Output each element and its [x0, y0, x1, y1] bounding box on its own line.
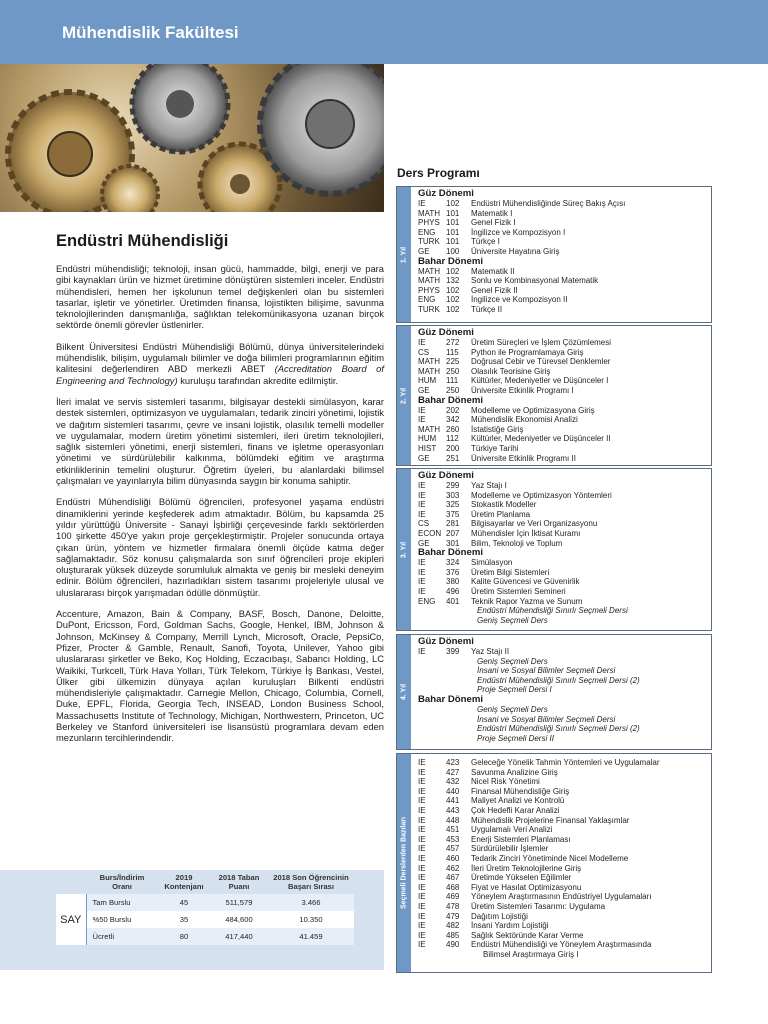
course-code: IE	[418, 415, 426, 425]
course-row	[418, 491, 707, 501]
gear-photo	[0, 64, 384, 212]
course-code: IE	[418, 921, 426, 931]
course-number: 251	[446, 453, 460, 463]
course-name: Üniversite Etkinlik Programı I	[471, 385, 574, 395]
year-content	[418, 471, 707, 625]
course-name: Kültürler, Medeniyetler ve Düşünceler I	[471, 376, 609, 386]
electives-box	[396, 753, 712, 973]
course-number: 468	[446, 882, 460, 892]
stats-row	[56, 911, 354, 928]
course-name: Finansal Mühendisliğe Giriş	[471, 786, 570, 796]
paragraph-intro: Endüstri mühendisliği; teknoloji, insan gücü, hammadde, bilgi, enerji ve para gibi kaynakları ürün ve hizmet üretimine dönüştüren sistemleri inceler. Endüstri mühendisleri, hemen her işkolunun temel değişkenleri olan bu sistemleri tasarlar, işletir ve yönetirler. Üretimden finansa, lojistikten bilişime, savunma teknolojilerinden danışmanlığa, sağlıktan telekomünikasyona uzanan birçok sektörde önemli görevler üstlenirler.	[56, 263, 384, 331]
course-number: 482	[446, 921, 460, 931]
accreditation-text-em: (Accreditation Board of Engineering and Technology)	[56, 363, 384, 386]
course-number: 132	[446, 276, 460, 286]
course-code: IE	[418, 509, 426, 519]
course-number: 432	[446, 777, 460, 787]
course-number: 478	[446, 901, 460, 911]
course-row	[418, 892, 707, 902]
course-name: Üretim Sistemleri Tasarımı: Uygulama	[471, 901, 606, 911]
course-number: 102	[446, 304, 460, 314]
electives-content	[418, 758, 707, 959]
course-name: Yöneylem Araştırmasının Endüstriyel Uygulamaları	[471, 892, 652, 902]
semester-title: Bahar Dönemi	[418, 547, 484, 559]
course-code: ENG	[418, 227, 436, 237]
paragraph-research: İleri imalat ve servis sistemleri tasarımı, bilgisayar destekli simülasyon, karar destek sistemleri, optimizasyon ve uygulamaları, tedarik zinciri yönetimi, lojistik ve dağıtım sistemleri tasarımı, çevre ve insani lojistik, olasılık temelli modeller ve uygulamalar, modern üretim yönetimi sistemleri, ileri üretim teknolojileri, sağlık sistemleri yönetimi, enerji sistemleri, finans ve işletme operasyonları yönetimi ve sürdürülebilir kalkınma, bölümdeki eğitim ve araştırma etkinliklerinin temelini oluşturur. Öğretim üyeleri, bu alanlardaki bilimsel çalışmaları ve yayınlarıyla bilim dünyasında saygın bir konuma sahiptir.	[56, 395, 384, 487]
course-code: IE	[418, 815, 426, 825]
year-stripe	[397, 635, 411, 749]
course-number: 102	[446, 285, 460, 295]
course-name: Endüstri Mühendisliğinde Süreç Bakış Açısı	[471, 199, 626, 208]
course-number: 401	[446, 596, 460, 606]
course-row	[418, 454, 707, 464]
course-row	[418, 209, 707, 219]
course-name: Mühendisler İçin İktisat Kuramı	[471, 528, 581, 538]
course-row	[418, 931, 707, 941]
course-name: Endüstri Mühendisliği ve Yöneylem Araştırmasında	[471, 940, 652, 950]
course-name: Modelleme ve Optimizasyon Yöntemleri	[471, 490, 612, 500]
course-row	[418, 577, 707, 587]
course-row	[418, 806, 707, 816]
year-label: 1. Yıl	[400, 246, 408, 263]
accreditation-text-b: kuruluşu tarafından akredite edilmiştir.	[177, 374, 339, 386]
course-row	[418, 758, 707, 768]
course-number: 457	[446, 844, 460, 854]
course-number: 485	[446, 930, 460, 940]
semester-title: Bahar Dönemi	[418, 394, 484, 406]
course-number: 453	[446, 834, 460, 844]
course-code: GE	[418, 453, 430, 463]
gears-illustration	[0, 64, 384, 212]
course-code: GE	[418, 538, 430, 548]
course-name: Sağlık Sektöründe Karar Verme	[471, 930, 584, 940]
course-number: 281	[446, 519, 460, 529]
semester-title: Güz Dönemi	[418, 188, 474, 199]
course-name: Mühendislik Projelerine Finansal Yaklaşımlar	[471, 815, 630, 825]
elective-line: Geniş Seçmeli Ders	[477, 656, 548, 666]
course-number: 448	[446, 815, 460, 825]
course-name: Nicel Risk Yönetimi	[471, 777, 540, 787]
course-code: IE	[418, 577, 426, 587]
elective-line: Proje Seçmeli Dersi I	[477, 685, 552, 695]
course-code: IE	[418, 805, 426, 815]
course-name: Türkçe II	[471, 304, 503, 314]
course-code: IE	[418, 500, 426, 510]
course-row	[418, 912, 707, 922]
semester-title: Güz Dönemi	[418, 470, 474, 481]
course-row	[418, 873, 707, 883]
course-code: IE	[418, 558, 426, 568]
course-name: Bilgisayarlar ve Veri Organizasyonu	[471, 519, 598, 529]
course-name: Geleceğe Yönelik Tahmin Yöntemleri ve Uygulamalar	[471, 758, 660, 767]
course-name: Üretimde Yükselen Eğilimler	[471, 873, 572, 883]
course-row	[418, 295, 707, 305]
course-row	[418, 816, 707, 826]
course-name: Çok Hedefli Karar Analizi	[471, 805, 560, 815]
course-name: Kalite Güvencesi ve Güvenirlik	[471, 577, 580, 587]
course-row	[418, 376, 707, 386]
course-row	[418, 768, 707, 778]
course-row	[418, 647, 707, 657]
course-number: 200	[446, 443, 460, 453]
course-name: Maliyet Analizi ve Kontrolü	[471, 796, 565, 806]
course-name: Python ile Programlamaya Giriş	[471, 347, 584, 357]
year-label: 3. Yıl	[400, 541, 408, 558]
course-name: İleri Üretim Teknolojilerine Giriş	[471, 863, 582, 873]
year-label: 4. Yıl	[400, 683, 408, 701]
year-stripe	[397, 187, 411, 322]
course-number: 496	[446, 586, 460, 596]
course-name: Sürdürülebilir İşlemler	[471, 844, 549, 854]
course-name: Simülasyon	[471, 558, 513, 568]
course-number: 440	[446, 786, 460, 796]
year-1-box	[396, 186, 712, 323]
course-row	[418, 787, 707, 797]
course-number: 423	[446, 758, 460, 767]
course-code: IE	[418, 844, 426, 854]
course-row	[418, 796, 707, 806]
paragraph-projects: Endüstri Mühendisliği Bölümü öğrencileri, profesyonel yaşama endüstri dinamiklerini yerinde keşfederek adım atmaktadır. Bölüm, bu kapsamda 25 yıldır yürüttüğü Üniversite - Sanayi İşbirliği çerçevesinde farklı sektörlerden 100 şirkette 450'ye yakın proje gerçekleştirmiştir. Projeler sonucunda ortaya çıkan ürün, yöntem ve hizmetler firmalara önemli ölçüde katma değer sağlamaktadır. Söz konusu çalışmalarda son sınıf öğrencileri proje ekipleri oluşturarak yüksek düzeyde sorumluluk almakta ve geniş bir mesleki deneyim edinir. Bölüm öğrencileri, hazırladıkları sistem tasarımı projeleriyle ulusal ve uluslararası birçok yarışmadan ödülle dönmüştür.	[56, 496, 384, 598]
year-stripe	[397, 469, 411, 630]
course-number: 102	[446, 199, 460, 208]
course-number: 469	[446, 892, 460, 902]
course-name: İnsani Yardım Lojistiği	[471, 921, 549, 931]
course-name: Üretim Süreçleri ve İşlem Çözümlemesi	[471, 338, 612, 347]
stats-cell: 80	[158, 928, 210, 945]
course-name: Sonlu ve Kombinasyonal Matematik	[471, 276, 599, 286]
stats-header-score: 2018 Taban Puanı	[218, 873, 260, 891]
course-code: ECON	[418, 528, 442, 538]
course-code: IE	[418, 567, 426, 577]
course-name: Genel Fizik I	[471, 218, 516, 228]
stats-cell: 10.350	[268, 911, 354, 928]
course-row	[418, 228, 707, 238]
course-name: Türkçe I	[471, 237, 500, 247]
course-number: 460	[446, 853, 460, 863]
faculty-title: Mühendislik Fakültesi	[62, 23, 239, 42]
stats-cell: 484,600	[210, 911, 268, 928]
course-row	[418, 415, 707, 425]
year-3-box	[396, 468, 712, 631]
course-code: MATH	[418, 266, 441, 276]
course-code: IE	[418, 586, 426, 596]
course-number: 102	[446, 295, 460, 305]
course-name: Dağıtım Lojistiği	[471, 911, 528, 921]
course-number: 441	[446, 796, 460, 806]
course-number: 443	[446, 805, 460, 815]
course-code: HUM	[418, 434, 437, 444]
course-row	[418, 597, 707, 607]
course-row	[418, 286, 707, 296]
course-code: IE	[418, 758, 426, 767]
elective-line: İnsani ve Sosyal Bilimler Seçmeli Dersi	[477, 714, 616, 724]
course-code: IE	[418, 338, 426, 347]
curriculum-title: Ders Programı	[397, 166, 480, 180]
course-number: 250	[446, 366, 460, 376]
stats-cell: Ücretli	[86, 928, 158, 945]
paragraph-companies: Accenture, Amazon, Bain & Company, BASF, Bosch, Danone, Deloitte, DuPont, Ericsson, Ford, Goldman Sachs, Google, Henkel, IBM, Johnson & Johnson, McKinsey & Company, Merrill Lynch, Microsoft, Oracle, PepsiCo, Pfizer, Procter & Gamble, Renault, Sanofi, Toyota, Unilever, Yahoo gibi uluslararası şirketler ve Beko, Koç Holding, Eczacıbaşı, Sabancı Holding, LC Waikiki, Turkcell, Türk Hava Yolları, Türk Telekom, Türkiye İş Bankası, Vestel, Ülker gibi ülkemizin dünyaya açılan kuruluşları Bilkenti endüstri mühendisleriyle çalışmaktadır. Carnegie Mellon, Chicago, Columbia, Cornell, Duke, EPFL, Florida, Georgia Tech, INSEAD, London Business School, Massachusetts Institute of Technology, Michigan, Northwestern, Princeton, UC Berkeley ve Stanford üniversiteleri ise lisansüstü programlara devam eden mezunların tercihlerindendir.	[56, 608, 384, 744]
course-code: MATH	[418, 276, 441, 286]
course-name: Üretim Planlama	[471, 509, 531, 519]
course-code: IE	[418, 911, 426, 921]
course-number: 325	[446, 500, 460, 510]
course-code: HIST	[418, 443, 437, 453]
course-row	[418, 199, 707, 209]
course-number: 102	[446, 266, 460, 276]
course-number: 462	[446, 863, 460, 873]
course-code: IE	[418, 405, 426, 415]
elective-line: Proje Seçmeli Dersi II	[477, 733, 554, 743]
course-code: IE	[418, 777, 426, 787]
stats-cell: 41.459	[268, 928, 354, 945]
stats-row	[56, 894, 354, 911]
course-row	[418, 519, 707, 529]
course-number: 467	[446, 873, 460, 883]
course-code: IE	[418, 901, 426, 911]
course-code: TURK	[418, 304, 440, 314]
course-name: İngilizce ve Kompozisyon I	[471, 227, 566, 237]
year-4-box	[396, 634, 712, 750]
course-number: 490	[446, 940, 460, 950]
year-content	[418, 328, 707, 463]
course-number: 303	[446, 490, 460, 500]
course-number: 479	[446, 911, 460, 921]
course-row	[418, 510, 707, 520]
course-code: IE	[418, 481, 426, 490]
course-code: GE	[418, 246, 430, 256]
semester-title: Bahar Dönemi	[418, 255, 484, 267]
course-number: 225	[446, 357, 460, 367]
year-stripe	[397, 326, 411, 465]
course-code: MATH	[418, 366, 441, 376]
course-name: Stokastik Modeller	[471, 500, 537, 510]
course-code: MATH	[418, 357, 441, 367]
stats-header-rank: 2018 Son Öğrencinin Başarı Sırası	[273, 873, 349, 891]
course-number: 375	[446, 509, 460, 519]
course-row	[418, 218, 707, 228]
semester-title: Bahar Dönemi	[418, 693, 484, 705]
stats-header-quota: 2019 Kontenjanı	[164, 873, 204, 891]
course-number: 399	[446, 647, 460, 656]
course-row	[418, 558, 707, 568]
course-code: IE	[418, 940, 426, 950]
course-name: Uygulamalı Veri Analizi	[471, 825, 553, 835]
course-row	[418, 425, 707, 435]
course-name: Tedarik Zinciri Yönetiminde Nicel Modelleme	[471, 853, 629, 863]
course-number: 101	[446, 218, 460, 228]
course-code: HUM	[418, 376, 437, 386]
course-row	[418, 357, 707, 367]
course-code: IE	[418, 834, 426, 844]
course-name: Teknik Rapor Yazma ve Sunum	[471, 596, 583, 606]
course-name-continuation: Bilimsel Araştırmaya Giriş I	[483, 949, 579, 959]
year-content	[418, 189, 707, 315]
course-code: TURK	[418, 237, 440, 247]
course-code: CS	[418, 347, 430, 357]
course-code: MATH	[418, 424, 441, 434]
course-number: 207	[446, 528, 460, 538]
course-name: Genel Fizik II	[471, 285, 518, 295]
course-number: 101	[446, 237, 460, 247]
course-number: 111	[446, 376, 459, 386]
course-code: IE	[418, 796, 426, 806]
course-row	[418, 237, 707, 247]
course-name: Matematik II	[471, 266, 515, 276]
course-name: Üniversite Etkinlik Programı II	[471, 453, 576, 463]
course-number: 324	[446, 558, 460, 568]
course-row	[418, 367, 707, 377]
course-name: Savunma Analizine Giriş	[471, 767, 558, 777]
admission-stats-table	[56, 874, 355, 945]
year-stripe	[397, 754, 411, 972]
course-code: IE	[418, 825, 426, 835]
course-code: ENG	[418, 596, 436, 606]
course-name: Türkiye Tarihi	[471, 443, 519, 453]
elective-line: Endüstri Mühendisliği Sınırlı Seçmeli Dersi	[477, 606, 628, 616]
year-content	[418, 637, 707, 743]
course-code: ENG	[418, 295, 436, 305]
course-code: IE	[418, 786, 426, 796]
department-title: Endüstri Mühendisliği	[56, 232, 229, 250]
course-name: Kültürler, Medeniyetler ve Düşünceler II	[471, 434, 611, 444]
course-name: Üretim Bilgi Sistemleri	[471, 567, 550, 577]
course-row	[418, 844, 707, 854]
stats-cell: Tam Burslu	[86, 894, 158, 911]
course-name: İngilizce ve Kompozisyon II	[471, 295, 568, 305]
course-row	[418, 864, 707, 874]
course-row	[418, 825, 707, 835]
accreditation-text-a: Bilkent Üniversitesi Endüstri Mühendisliği Bölümü, dünya üniversitelerindeki mühendislik, bilişim, uygulamalı bilimler ve doğa bilimleri programlarının eğitim kalitesini değerlendiren ABD merkezli ABET	[56, 340, 384, 375]
course-name: Bilim, Teknoloji ve Toplum	[471, 538, 563, 548]
electives-label: Seçmeli Derslerden Bazıları	[400, 817, 408, 909]
course-code: IE	[418, 873, 426, 883]
course-code: IE	[418, 647, 426, 656]
course-name: Matematik I	[471, 208, 513, 218]
course-row	[418, 835, 707, 845]
semester-title: Güz Dönemi	[418, 327, 474, 338]
course-number: 272	[446, 338, 460, 347]
course-name: Mühendislik Ekonomisi Analizi	[471, 415, 578, 425]
course-name: Üniversite Hayatına Giriş	[471, 246, 560, 256]
semester-title: Güz Dönemi	[418, 636, 474, 647]
course-code: IE	[418, 930, 426, 940]
course-number: 427	[446, 767, 460, 777]
course-row	[418, 902, 707, 912]
stats-group-label: SAY	[56, 894, 86, 945]
course-row	[418, 883, 707, 893]
course-code: IE	[418, 863, 426, 873]
course-name: Modelleme ve Optimizasyona Giriş	[471, 405, 595, 415]
stats-cell: 417,440	[210, 928, 268, 945]
course-row	[418, 500, 707, 510]
elective-line: Geniş Seçmeli Ders	[477, 704, 548, 714]
department-section	[56, 232, 384, 754]
course-row	[418, 434, 707, 444]
course-number: 301	[446, 538, 460, 548]
course-row	[418, 854, 707, 864]
course-row	[418, 777, 707, 787]
stats-row	[56, 928, 354, 945]
course-row	[418, 406, 707, 416]
course-number: 451	[446, 825, 460, 835]
paragraph-accreditation	[56, 341, 384, 386]
course-code: IE	[418, 490, 426, 500]
course-code: IE	[418, 882, 426, 892]
course-code: IE	[418, 853, 426, 863]
course-code: IE	[418, 199, 426, 208]
stats-header-scholarship: Burs/İndirim Oranı	[99, 873, 145, 891]
course-row	[418, 940, 707, 950]
course-number: 299	[446, 481, 460, 490]
course-number: 342	[446, 415, 460, 425]
course-row	[418, 529, 707, 539]
course-row	[418, 568, 707, 578]
course-number: 101	[446, 227, 460, 237]
stats-cell: 45	[158, 894, 210, 911]
stats-header-blank	[56, 874, 86, 894]
course-row	[418, 267, 707, 277]
stats-cell: 35	[158, 911, 210, 928]
course-name: Yaz Stajı II	[471, 647, 510, 656]
course-code: PHYS	[418, 218, 440, 228]
course-code: IE	[418, 892, 426, 902]
course-row	[418, 338, 707, 348]
stats-cell: %50 Burslu	[86, 911, 158, 928]
course-row	[418, 444, 707, 454]
course-number: 260	[446, 424, 460, 434]
course-row	[418, 921, 707, 931]
course-number: 100	[446, 246, 460, 256]
course-number: 376	[446, 567, 460, 577]
course-name: Fiyat ve Hasılat Optimizasyonu	[471, 882, 582, 892]
elective-line: Geniş Seçmeli Ders	[477, 615, 548, 625]
stats-cell: 3.466	[268, 894, 354, 911]
course-number: 115	[446, 347, 459, 357]
elective-line: Endüstri Mühendisliği Sınırlı Seçmeli Dersi (2)	[477, 724, 640, 734]
stats-cell: 511,579	[210, 894, 268, 911]
course-row	[418, 348, 707, 358]
course-row	[418, 587, 707, 597]
course-number: 112	[446, 434, 459, 444]
course-number: 380	[446, 577, 460, 587]
course-number: 250	[446, 385, 460, 395]
course-row	[418, 305, 707, 315]
course-code: PHYS	[418, 285, 440, 295]
elective-line: Endüstri Mühendisliği Sınırlı Seçmeli Dersi (2)	[477, 675, 640, 685]
year-label: 2. Yıl	[400, 387, 408, 404]
course-code: GE	[418, 385, 430, 395]
course-name: Doğrusal Cebir ve Türevsel Denklemler	[471, 357, 611, 367]
course-code: IE	[418, 767, 426, 777]
elective-line: İnsani ve Sosyal Bilimler Seçmeli Dersi	[477, 666, 616, 676]
course-code: MATH	[418, 208, 441, 218]
course-name: İstatistiğe Giriş	[471, 424, 524, 434]
course-name: Enerji Sistemleri Planlaması	[471, 834, 571, 844]
course-name: Olasılık Teorisine Giriş	[471, 366, 551, 376]
course-name: Yaz Stajı I	[471, 481, 507, 490]
stats-header-row	[56, 874, 354, 894]
course-number: 202	[446, 405, 460, 415]
course-code: CS	[418, 519, 430, 529]
course-row	[418, 276, 707, 286]
course-name: Üretim Sistemleri Semineri	[471, 586, 566, 596]
year-2-box	[396, 325, 712, 466]
course-row	[418, 481, 707, 491]
course-number: 101	[446, 208, 460, 218]
